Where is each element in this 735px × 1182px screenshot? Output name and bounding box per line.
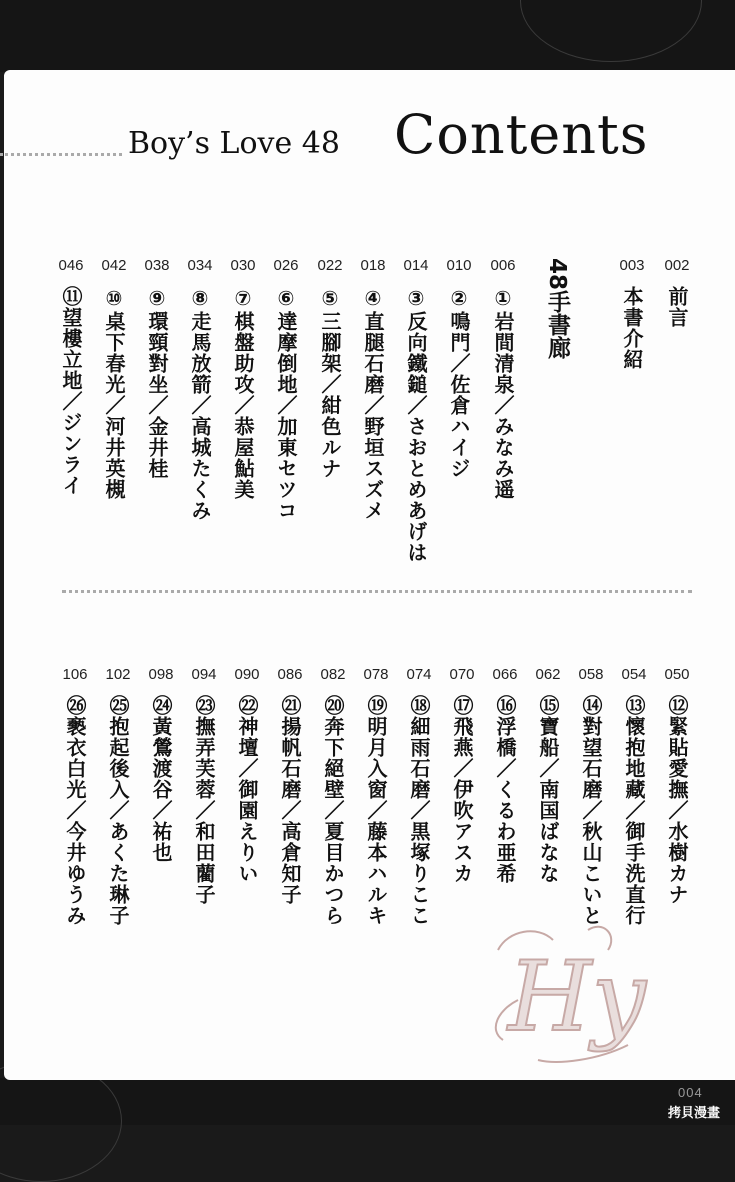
entry-page-number: 066 <box>492 666 518 683</box>
entry-page-number: 078 <box>363 666 389 683</box>
front-matter-entry <box>655 257 699 328</box>
toc-entry <box>264 257 308 521</box>
toc-entry <box>440 666 484 884</box>
entry-title: ⑩桌下春光／河井英槻 <box>102 286 126 500</box>
section-divider <box>62 590 692 593</box>
entry-page-number: 086 <box>277 666 303 683</box>
entry-title: ⑰飛燕／伊吹アスカ <box>450 695 474 884</box>
entry-title: ㉒神壇／御園えりい <box>235 695 259 884</box>
toc-entry <box>526 666 570 884</box>
entry-title: ⑭對望石磨／秋山こいと <box>579 695 603 926</box>
toc-entry <box>481 257 525 500</box>
entry-title: ㉑揚帆石磨／高倉知子 <box>278 695 302 905</box>
page-number: 004 <box>678 1085 703 1100</box>
entry-title: ㉖褻衣白光／今井ゆうみ <box>63 695 87 926</box>
entry-page-number: 022 <box>317 257 343 274</box>
toc-entry <box>225 666 269 884</box>
toc-entry <box>135 257 179 479</box>
entry-title: ⑥達摩倒地／加東セツコ <box>274 286 298 521</box>
entry-title: ⑯浮橋／くるわ亜希 <box>493 695 517 884</box>
entry-page-number: 042 <box>101 257 127 274</box>
entry-title: ③反向鐵鎚／さおとめあげは <box>404 286 428 563</box>
entry-title: 本書介紹 <box>620 286 644 370</box>
page-title: Contents <box>394 103 649 166</box>
toc-entry <box>311 666 355 926</box>
entry-title: ㉕抱起後入／あくた琳子 <box>106 695 130 926</box>
entry-title: ⑫緊貼愛撫／水樹カナ <box>665 695 689 905</box>
hy-monogram-logo <box>478 910 648 1070</box>
entry-title: 前言 <box>665 286 689 328</box>
entry-page-number: 046 <box>58 257 84 274</box>
entry-page-number: 018 <box>360 257 386 274</box>
toc-entry <box>394 257 438 563</box>
entry-page-number: 003 <box>619 257 645 274</box>
entry-page-number: 058 <box>578 666 604 683</box>
entry-page-number: 034 <box>187 257 213 274</box>
entry-page-number: 082 <box>320 666 346 683</box>
toc-entry <box>612 666 656 926</box>
entry-title: ⑬懷抱地藏／御手洗直行 <box>622 695 646 926</box>
entry-page-number: 102 <box>105 666 131 683</box>
entry-title: ①岩間清泉／みなみ遥 <box>491 286 515 500</box>
entry-page-number: 062 <box>535 666 561 683</box>
section-heading: 48手書廊 <box>544 258 570 360</box>
toc-entry <box>483 666 527 884</box>
toc-entry <box>655 666 699 905</box>
toc-entry <box>49 257 93 496</box>
entry-page-number: 026 <box>273 257 299 274</box>
entry-page-number: 070 <box>449 666 475 683</box>
svg-text:Hy: Hy <box>508 941 646 1053</box>
title-prefix: Boy’s Love 48 <box>128 126 340 161</box>
entry-title: ㉔黃鶯渡谷／祐也 <box>149 695 173 863</box>
entry-title: ⑱細雨石磨／黒塚りここ <box>407 695 431 926</box>
entry-page-number: 106 <box>62 666 88 683</box>
toc-entry <box>139 666 183 863</box>
entry-page-number: 094 <box>191 666 217 683</box>
toc-entry <box>437 257 481 479</box>
toc-entry <box>178 257 222 521</box>
front-matter-entry <box>610 257 654 370</box>
entry-page-number: 050 <box>664 666 690 683</box>
entry-title: ②鳴門／佐倉ハイジ <box>447 286 471 479</box>
toc-entry <box>92 257 136 500</box>
toc-entry <box>96 666 140 926</box>
entry-title: ⑳奔下絕壁／夏目かつら <box>321 695 345 926</box>
toc-entry <box>569 666 613 926</box>
entry-page-number: 014 <box>403 257 429 274</box>
entry-title: ⑨環頸對坐／金井桂 <box>145 286 169 479</box>
entry-page-number: 054 <box>621 666 647 683</box>
entry-page-number: 006 <box>490 257 516 274</box>
title-dotted-leader <box>0 153 122 156</box>
toc-entry <box>397 666 441 926</box>
toc-entry <box>354 666 398 926</box>
toc-entry <box>221 257 265 500</box>
entry-page-number: 038 <box>144 257 170 274</box>
toc-entry <box>53 666 97 926</box>
entry-page-number: 090 <box>234 666 260 683</box>
entry-title: ⑦棋盤助攻／恭屋鮎美 <box>231 286 255 500</box>
toc-entry <box>268 666 312 905</box>
watermark-text: 拷貝漫畫 <box>668 1106 721 1121</box>
entry-page-number: 002 <box>664 257 690 274</box>
entry-page-number: 030 <box>230 257 256 274</box>
entry-title: ⑮寶船／南国ばなな <box>536 695 560 884</box>
entry-page-number: 010 <box>446 257 472 274</box>
toc-entry <box>351 257 395 521</box>
entry-title: ④直腿石磨／野垣スズメ <box>361 286 385 521</box>
entry-page-number: 098 <box>148 666 174 683</box>
entry-title: ⑧走馬放箭／高城たくみ <box>188 286 212 521</box>
entry-page-number: 074 <box>406 666 432 683</box>
toc-entry <box>182 666 226 905</box>
entry-title: ㉓撫弄芙蓉／和田藺子 <box>192 695 216 905</box>
entry-title: ⑲明月入窗／藤本ハルキ <box>364 695 388 926</box>
entry-title: ⑤三腳架／紺色ルナ <box>318 286 342 479</box>
entry-title: ⑪望樓立地／ジンライ <box>59 286 83 496</box>
toc-entry <box>308 257 352 479</box>
